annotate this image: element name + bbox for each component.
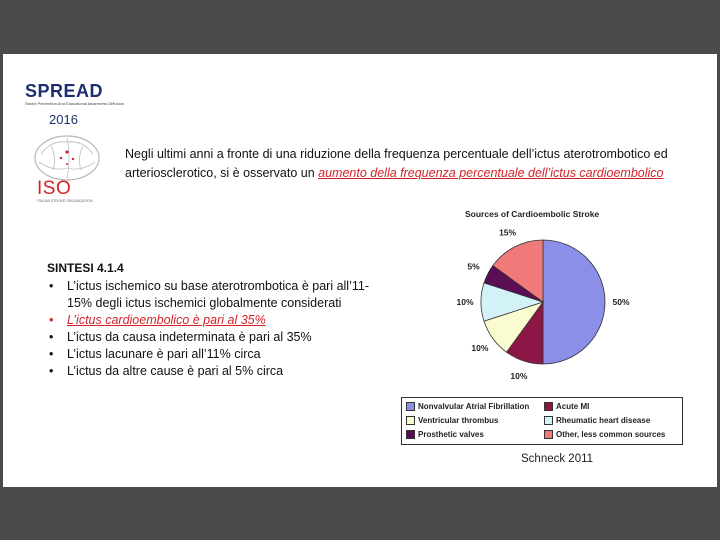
sintesi-list bbox=[47, 278, 387, 380]
citation: Schneck 2011 bbox=[521, 453, 594, 465]
legend-label: Nonvalvular Atrial Fibrillation bbox=[418, 402, 530, 411]
pie-slice-label: 15% bbox=[499, 227, 517, 238]
legend-swatch bbox=[544, 416, 553, 425]
legend-item bbox=[406, 430, 484, 439]
iso-logo: ISO bbox=[37, 178, 72, 199]
intro-highlight: aumento della frequenza percentuale dell’ictus cardioembolico bbox=[318, 166, 664, 180]
sintesi-item: • L’ictus da causa indeterminata è pari al 35% bbox=[47, 329, 387, 346]
legend-swatch bbox=[406, 402, 415, 411]
intro-text: Negli ultimi anni a fronte di una riduzione della frequenza percentuale dell’ictus aterotrombotico ed arteriosclerotico, si è osservato un bbox=[125, 147, 668, 180]
spread-logo: SPREAD bbox=[25, 81, 104, 101]
chart-legend bbox=[401, 397, 683, 445]
top-frame-bar bbox=[0, 0, 720, 54]
legend-swatch bbox=[544, 402, 553, 411]
legend-item bbox=[544, 430, 665, 439]
pie-chart bbox=[443, 224, 643, 394]
bottom-frame-bar bbox=[0, 487, 720, 540]
sintesi-item: • L’ictus ischemico su base aterotrombotica è pari all’11-15% degli ictus ischemici globalmente considerati bbox=[47, 278, 387, 312]
legend-item bbox=[544, 402, 589, 411]
slide bbox=[3, 54, 717, 487]
legend-label: Acute MI bbox=[556, 402, 590, 411]
pie-slice bbox=[543, 240, 605, 364]
legend-swatch bbox=[406, 416, 415, 425]
legend-item bbox=[406, 416, 498, 425]
sintesi-title: SINTESI 4.1.4 bbox=[47, 261, 124, 275]
legend-swatch bbox=[406, 430, 415, 439]
sintesi-item: • L’ictus lacunare è pari all’11% circa bbox=[47, 346, 387, 363]
legend-item bbox=[544, 416, 650, 425]
legend-item bbox=[406, 402, 529, 411]
spread-subtitle: Stroke Prevention And Educational Awareness Diffusion bbox=[25, 101, 125, 106]
year-label: 2016 bbox=[49, 112, 78, 127]
chart-title: Sources of Cardioembolic Stroke bbox=[465, 209, 600, 219]
sintesi-item-highlight: • L’ictus cardioembolico è pari al 35% bbox=[47, 312, 387, 329]
pie-slice-label: 10% bbox=[510, 371, 528, 382]
legend-swatch bbox=[544, 430, 553, 439]
pie-slice-label: 10% bbox=[456, 297, 474, 307]
intro-paragraph bbox=[125, 145, 705, 183]
sintesi-item: • L’ictus da altre cause è pari al 5% circa bbox=[47, 363, 387, 380]
legend-label: Prosthetic valves bbox=[418, 430, 484, 439]
legend-label: Other, less common sources bbox=[556, 430, 666, 439]
brain-icon bbox=[31, 132, 103, 184]
pie-slice-label: 5% bbox=[467, 261, 480, 272]
legend-label: Rheumatic heart disease bbox=[556, 416, 651, 425]
iso-subtitle: ITALIAN STROKE ORGANIZATION bbox=[37, 199, 93, 203]
pie-slice-label: 50% bbox=[612, 297, 630, 307]
pie-slice-label: 10% bbox=[471, 342, 489, 353]
legend-label: Ventricular thrombus bbox=[418, 416, 499, 425]
